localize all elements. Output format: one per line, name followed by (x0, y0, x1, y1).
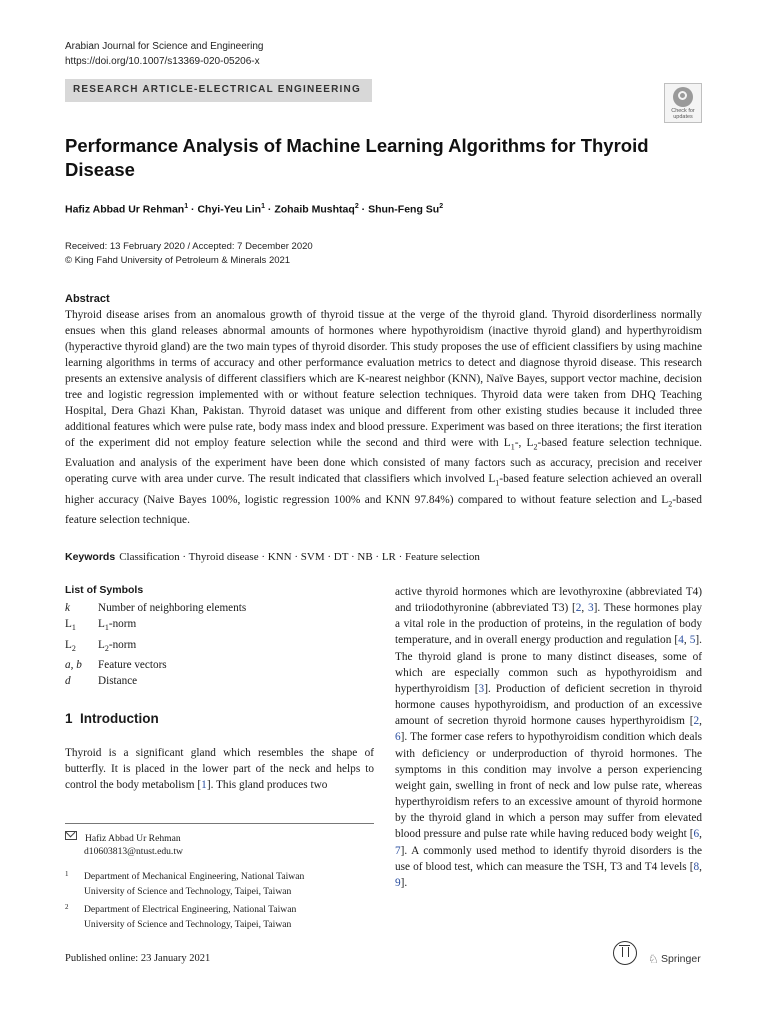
abstract-text: -based feature selection technique. (65, 493, 702, 526)
intro-paragraph-right (395, 584, 702, 891)
horse-icon: ♘ (648, 952, 659, 966)
affiliation-line: University of Science and Technology, Taipei, Taiwan (84, 886, 292, 897)
mail-icon[interactable] (65, 831, 77, 840)
citation-link[interactable]: 2 (693, 715, 700, 728)
abstract-text: Thyroid disease arises from an anomalous growth of thyroid tissue at the verge of the thyroid gland. Thyroid disorderliness normally ensues when this gland releases abnormal amounts of hormones where hypothyroidism (inactive thyroid gland) and hyperthyroidism (hyperactive thyroid gland) are the two main types of thyroid disorder. This study proposes the use of efficient classifiers by using machine learning algorithms in terms of accuracy and other performance evaluation metrics to detect and diagnose thyroid disease. This research presents an extensive analysis of different classifiers which are K-nearest neighbor (KNN), Naïve Bayes, support vector machine, decision tree and logistic regression implemented with or without feature selection techniques. Thyroid data were taken from DHQ Teaching Hospital, Dera Ghazi Khan, Pakistan. Thyroid dataset was unique and different from other existing studies because it included three additional features which were pulse rate, body mass index and blood pressure. Experiment was based on three iterations; the first iteration of the experiment did not employ feature selection while the second and third were with L (65, 309, 702, 449)
symbols-heading: List of Symbols (65, 584, 144, 596)
citation-link[interactable]: 2 (575, 602, 582, 615)
citation-link[interactable]: 9 (395, 876, 401, 889)
symbol-text: L (65, 618, 72, 631)
section-title: Introduction (80, 711, 159, 726)
citation-link[interactable]: 6 (395, 731, 401, 744)
citation-link[interactable]: 8 (693, 860, 700, 873)
symbol (65, 657, 98, 673)
abstract-heading: Abstract (65, 293, 110, 305)
body-text: ]. These hormones play a vital role in the production of proteins, in the regulation of body temperature, and in overall energy production and regulation [ (395, 602, 702, 647)
author-name[interactable]: Zohaib Mushtaq (274, 203, 355, 216)
article-type-banner: RESEARCH ARTICLE-ELECTRICAL ENGINEERING (65, 79, 372, 102)
logo-roof (619, 945, 630, 946)
body-text: ]. The thyroid gland is prone to many distinct diseases, some of which are especially common such as hypothyroidism and hyperthyroidism [ (395, 634, 702, 695)
footnote-divider (65, 823, 374, 824)
symbol-text: a, b (65, 659, 82, 672)
section-heading-introduction (65, 711, 159, 726)
subscript: 2 (668, 498, 673, 508)
body-text: , (699, 828, 702, 841)
received-accepted-dates: Received: 13 February 2020 / Accepted: 7 December 2020 (65, 241, 313, 252)
affiliation-mark: 2 (354, 203, 359, 210)
symbol-description: Distance (98, 675, 138, 688)
body-text: ]. Production of deficient secretion in thyroid hormone causes hypothyroidism, and production of an excessive amount of secretion thyroid hormone causes hyperthyroidism [ (395, 682, 702, 728)
subscript: 1 (495, 478, 500, 488)
body-text: ]. This gland produces two (206, 779, 328, 792)
citation-link[interactable]: 7 (395, 844, 401, 857)
subscript: 2 (104, 643, 109, 653)
symbol (65, 673, 98, 689)
abstract-text: -, L (514, 437, 534, 449)
copyright-line: © King Fahd University of Petroleum & Minerals 2021 (65, 255, 291, 266)
symbol-description (98, 637, 136, 657)
affiliation-mark: 2 (439, 203, 444, 210)
symbol (65, 616, 98, 636)
intro-paragraph-left (65, 745, 374, 793)
corresponding-author (65, 831, 183, 858)
affiliation-number: 1 (65, 870, 69, 878)
subscript: 2 (71, 643, 76, 653)
symbols-list (65, 600, 246, 689)
body-text: , (699, 860, 702, 873)
body-text: , (581, 602, 588, 615)
doi-link[interactable]: https://doi.org/10.1007/s13369-020-05206-x (65, 56, 260, 67)
symbol-description (98, 616, 136, 636)
citation-link[interactable]: 5 (689, 634, 696, 647)
check-for-label: Check for (671, 108, 695, 114)
published-online-date: Published online: 23 January 2021 (65, 953, 211, 964)
affiliation-number: 2 (65, 903, 69, 911)
body-text: Thyroid is a significant gland which resembles the shape of butterfly. It is placed in the lower part of the neck and helps to control the body metabolism [ (65, 747, 374, 792)
publisher-name: Springer (661, 953, 701, 965)
keywords-line (65, 551, 480, 563)
body-text: , (683, 634, 690, 647)
affiliation-line: Department of Electrical Engineering, National Taiwan (84, 904, 297, 915)
paper-title: Performance Analysis of Machine Learning Algorithms for Thyroid Disease (65, 135, 649, 180)
updates-label: updates (673, 114, 693, 120)
citation-link[interactable]: 6 (693, 828, 700, 841)
symbol-description: Feature vectors (98, 659, 167, 672)
body-text: ]. A commonly used method to identify thyroid disorders is the use of blood test, which can measure the TSH, T3 and T4 levels [ (395, 844, 702, 873)
symbol-row (65, 657, 246, 673)
symbol-text: L (65, 638, 72, 651)
subscript: 1 (71, 623, 76, 633)
symbol-text: L (98, 618, 105, 631)
subscript: 1 (510, 442, 515, 452)
subscript: 1 (104, 623, 109, 633)
check-for-updates-badge[interactable] (664, 83, 702, 123)
keywords-label: Keywords (65, 551, 116, 563)
body-text: , (699, 715, 702, 728)
affiliation-1 (65, 869, 304, 899)
symbol-row (65, 673, 246, 689)
subscript: 2 (533, 442, 538, 452)
corresponding-email[interactable]: d10603813@ntust.edu.tw (84, 845, 183, 857)
symbol-text: -norm (108, 618, 137, 631)
citation-link[interactable]: 4 (678, 634, 684, 647)
refresh-icon (673, 87, 693, 107)
citation-link[interactable]: 3 (587, 602, 594, 615)
abstract-text: -based feature selection achieved an overall higher accuracy (Naive Bayes 100%, logistic regression 100% and KNN 97.84%) compared to without feature selection and L (65, 473, 702, 506)
citation-link[interactable]: 3 (478, 682, 485, 695)
symbol (65, 637, 98, 657)
symbol (65, 600, 98, 616)
body-text: active thyroid hormones which are levothyroxine (abbreviated T4) and triiodothyronine (abbreviated T3) [ (395, 586, 702, 615)
abstract-text: -based feature selection technique. Evaluation and analysis of the experiment have been done which consisted of many factors such as accuracy, precision and receiver operating curve with area under curve. The result indicated that classifiers which involved L (65, 437, 702, 486)
symbol-row (65, 637, 246, 657)
author-name[interactable]: Hafiz Abbad Ur Rehman (65, 203, 185, 216)
affiliation-line: Department of Mechanical Engineering, National Taiwan (84, 871, 305, 882)
symbol-description: Number of neighboring elements (98, 602, 247, 614)
affiliation-text (84, 902, 296, 932)
symbol-text: d (65, 675, 71, 688)
affiliation-mark: 1 (184, 203, 189, 210)
symbol-text: k (65, 602, 70, 614)
author-name[interactable]: Chyi-Yeu Lin (197, 203, 262, 216)
logo-pillar (622, 947, 629, 957)
abstract-body (65, 307, 702, 528)
affiliation-line: University of Science and Technology, Taipei, Taiwan (84, 919, 292, 930)
symbol-text: -norm (108, 638, 137, 651)
affiliation-text (84, 869, 304, 899)
kfupm-logo (613, 941, 637, 965)
affiliation-mark: 1 (261, 203, 265, 210)
author-list: Hafiz Abbad Ur Rehman$^1$ · Chyi-Yeu Lin$^1$ · Zohaib Mushtaq$^2$ · Shun-Feng Su$^2$ (65, 203, 444, 216)
affiliation-2 (65, 902, 296, 932)
body-text: ]. (400, 876, 408, 889)
citation-link[interactable]: 1 (201, 779, 207, 792)
keywords-text: Classification · Thyroid disease · KNN · SVM · DT · NB · LR · Feature selection (119, 551, 480, 563)
corresponding-name: Hafiz Abbad Ur Rehman (85, 833, 181, 844)
symbol-row (65, 616, 246, 636)
author-name[interactable]: Shun-Feng Su (368, 203, 440, 216)
section-number: 1 (65, 711, 73, 726)
journal-name: Arabian Journal for Science and Engineering (65, 41, 264, 52)
body-text: ]. The former case refers to hypothyroidism condition which deals with deficiency or underproduction of thyroid hormones. The symptoms in this condition may involve a person experiencing weight gain, swelling in front of neck and low pulse rate, whereas hyperthyroidism refers to an excessive amount of thyroid hormone by the thyroid gland in which a person may suffer from elevated blood pressure and pulse rate while having reduced body weight [ (395, 731, 702, 841)
symbol-row (65, 600, 246, 616)
symbol-text: L (98, 638, 105, 651)
